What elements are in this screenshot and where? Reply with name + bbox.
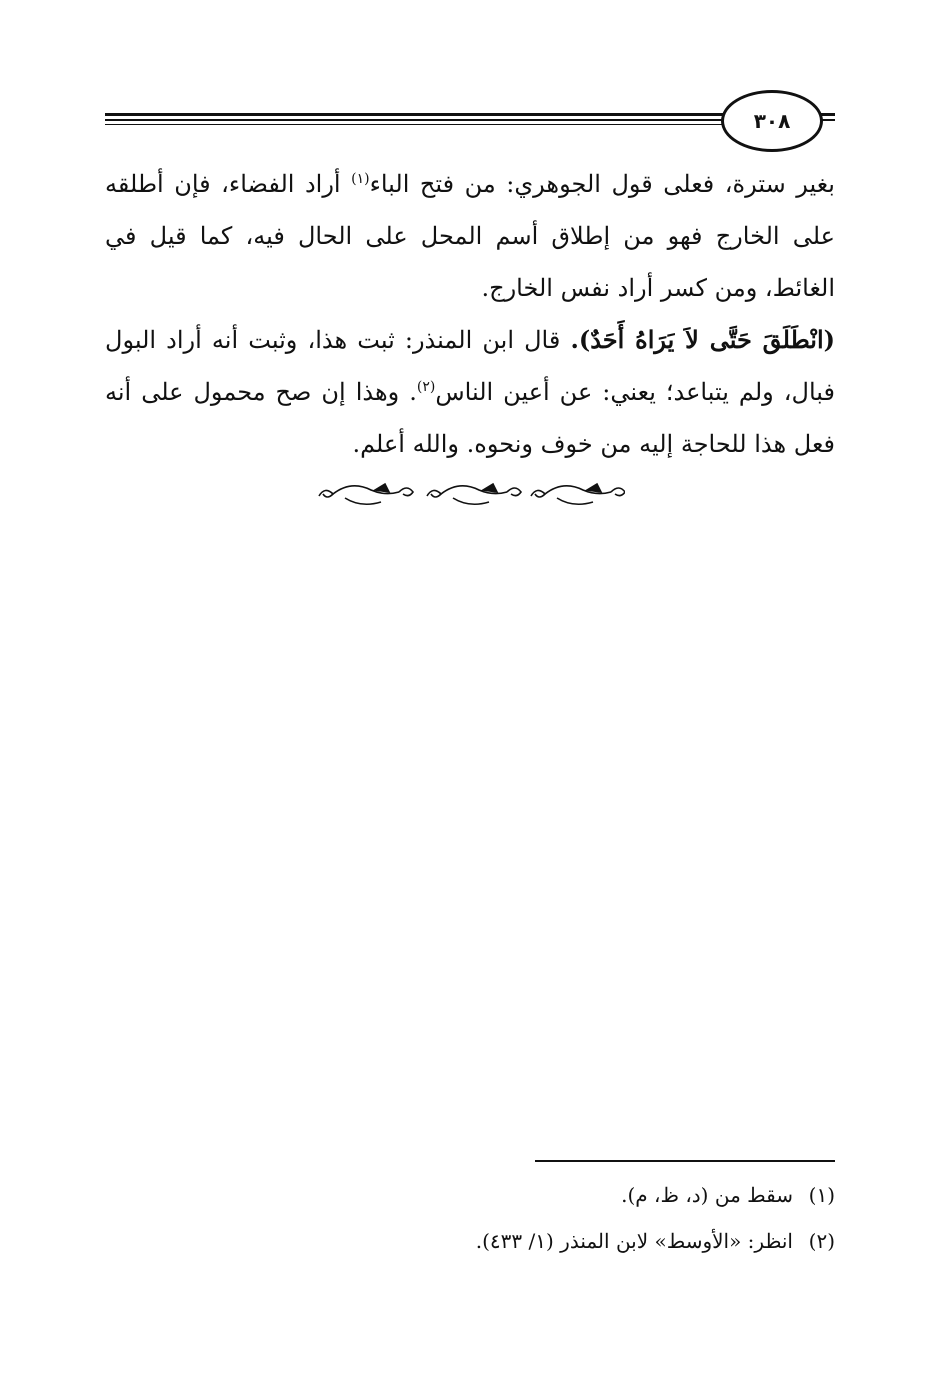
footnote-text: انظر: «الأوسط» لابن المنذر (١/ ٤٣٣). <box>475 1229 793 1253</box>
footnote-reference: (١) <box>351 171 370 187</box>
section-divider-ornament <box>315 478 625 514</box>
footnote <box>300 1218 835 1264</box>
footnote <box>300 1172 835 1218</box>
paragraph-text: . وهذا إن صح محمول على أنه فعل هذا للحاجة إليه من خوف ونحوه. والله أعلم. <box>105 378 835 458</box>
paragraph-text: أراد الفضاء، فإن أطلقه على الخارج فهو من إطلاق أسم المحل على الحال فيه، كما قيل في الغائط، ومن كسر أراد نفس الخارج. <box>105 170 835 302</box>
hadith-quote: (انْطَلَقَ حَتَّى لاَ يَرَاهُ أَحَدٌ). <box>570 325 835 354</box>
footnote-text: سقط من (د، ظ، م). <box>621 1183 793 1207</box>
header-rule <box>105 113 725 116</box>
page-number-badge <box>721 90 823 152</box>
main-text <box>105 158 835 470</box>
ornament-motif <box>531 484 625 504</box>
footnotes <box>300 1172 835 1264</box>
paragraph-text: قال ابن المنذر: ثبت هذا، وثبت أنه أراد البول فبال، ولم يتباعد؛ يعني: عن أعين الناس <box>105 326 835 406</box>
page-header <box>105 88 835 148</box>
footnote-reference: (٢) <box>416 379 436 395</box>
footnote-number: (٢) <box>808 1229 835 1253</box>
header-rule <box>105 119 725 121</box>
header-rule <box>105 124 725 125</box>
paragraph <box>105 158 835 314</box>
paragraph-text: بغير سترة، فعلى قول الجوهري: من فتح الباء <box>369 170 835 198</box>
ornament-motif <box>427 484 521 504</box>
ornament-motif <box>319 484 413 504</box>
page-number: ٣٠٨ <box>753 109 791 133</box>
footnote-number: (١) <box>808 1183 835 1207</box>
footnote-separator <box>535 1160 835 1162</box>
paragraph <box>105 314 835 470</box>
